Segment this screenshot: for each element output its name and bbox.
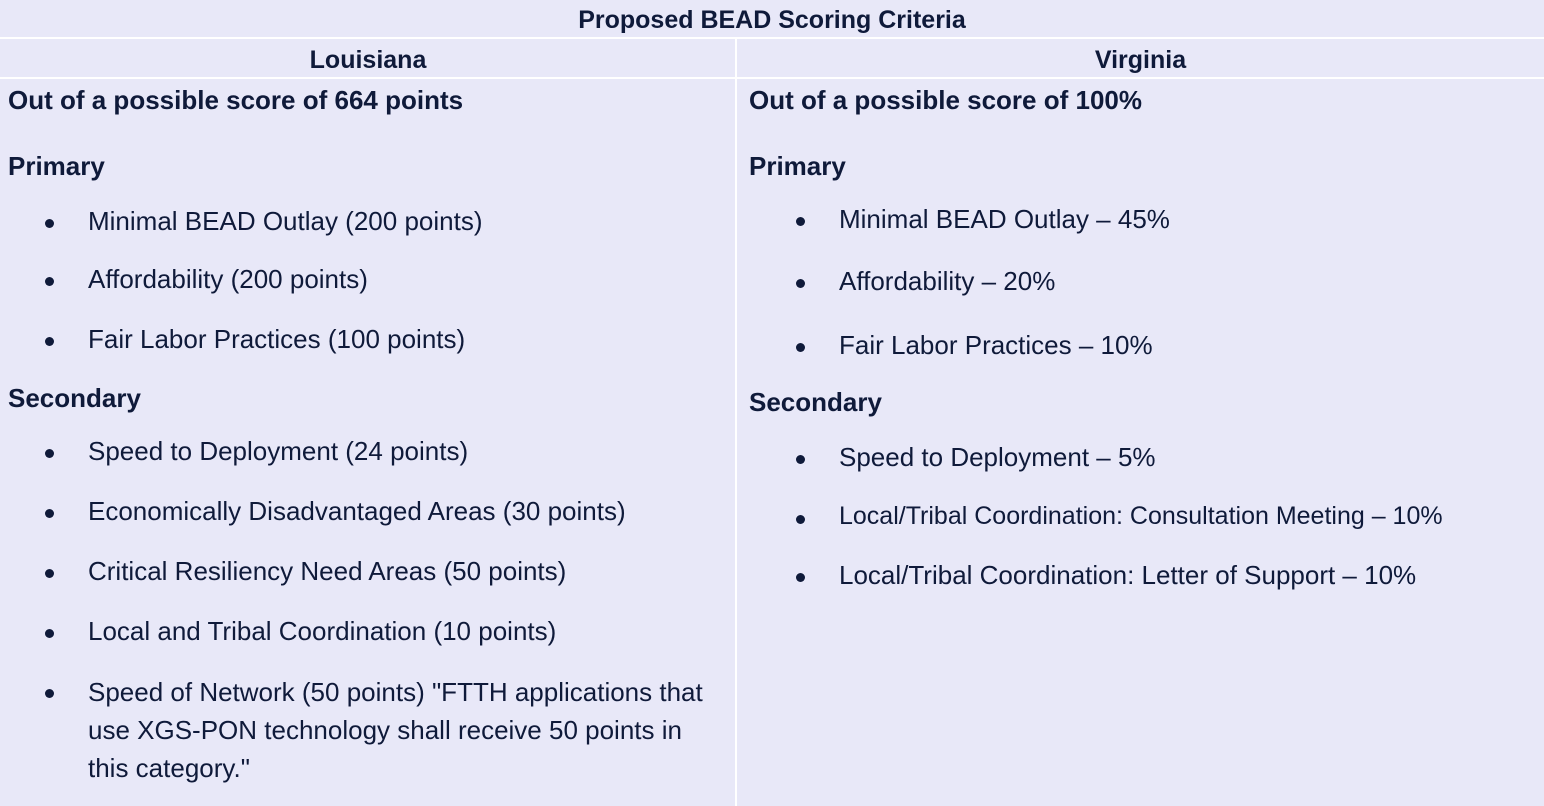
virginia-secondary-item: Local/Tribal Coordination: Consultation Meeting – 10% bbox=[839, 502, 1443, 530]
virginia-primary-heading: Primary bbox=[749, 151, 846, 181]
louisiana-secondary-item: Critical Resiliency Need Areas (50 points) bbox=[88, 556, 567, 586]
louisiana-secondary-item: Local and Tribal Coordination (10 points) bbox=[88, 616, 557, 646]
virginia-secondary-heading: Secondary bbox=[749, 387, 882, 417]
bullet-icon bbox=[45, 219, 54, 228]
bullet-icon bbox=[796, 279, 805, 288]
louisiana-primary-item: Fair Labor Practices (100 points) bbox=[88, 324, 466, 354]
louisiana-primary-item: Minimal BEAD Outlay (200 points) bbox=[88, 206, 483, 236]
bullet-icon bbox=[45, 569, 54, 578]
louisiana-primary-item: Affordability (200 points) bbox=[88, 264, 368, 294]
bullet-icon bbox=[796, 217, 805, 226]
bullet-icon bbox=[45, 449, 54, 458]
virginia-secondary-item: Local/Tribal Coordination: Letter of Support – 10% bbox=[839, 560, 1417, 590]
bullet-icon bbox=[45, 337, 54, 346]
bullet-icon bbox=[45, 629, 54, 638]
louisiana-primary-heading: Primary bbox=[8, 151, 105, 181]
virginia-primary-item: Minimal BEAD Outlay – 45% bbox=[839, 204, 1170, 234]
column-header-virginia: Virginia bbox=[737, 39, 1544, 79]
bullet-icon bbox=[796, 573, 805, 582]
virginia-secondary-item: Speed to Deployment – 5% bbox=[839, 442, 1156, 472]
table-title: Proposed BEAD Scoring Criteria bbox=[0, 0, 1544, 39]
column-header-louisiana: Louisiana bbox=[0, 39, 736, 79]
bullet-icon bbox=[45, 277, 54, 286]
virginia-primary-item: Affordability – 20% bbox=[839, 266, 1056, 296]
louisiana-secondary-item: Speed to Deployment (24 points) bbox=[88, 436, 469, 466]
bullet-icon bbox=[796, 455, 805, 464]
louisiana-total-score: Out of a possible score of 664 points bbox=[8, 85, 464, 115]
louisiana-secondary-heading: Secondary bbox=[8, 383, 141, 413]
bullet-icon bbox=[45, 509, 54, 518]
bullet-icon bbox=[796, 515, 805, 524]
bullet-icon bbox=[45, 689, 54, 698]
virginia-primary-item: Fair Labor Practices – 10% bbox=[839, 330, 1153, 360]
virginia-total-score: Out of a possible score of 100% bbox=[749, 85, 1142, 115]
column-divider bbox=[735, 39, 737, 806]
louisiana-secondary-item: Economically Disadvantaged Areas (30 points) bbox=[88, 496, 626, 526]
bullet-icon bbox=[796, 343, 805, 352]
louisiana-secondary-item: Speed of Network (50 points) "FTTH applications that use XGS-PON technology shall receive 50 points in this category." bbox=[88, 677, 703, 783]
